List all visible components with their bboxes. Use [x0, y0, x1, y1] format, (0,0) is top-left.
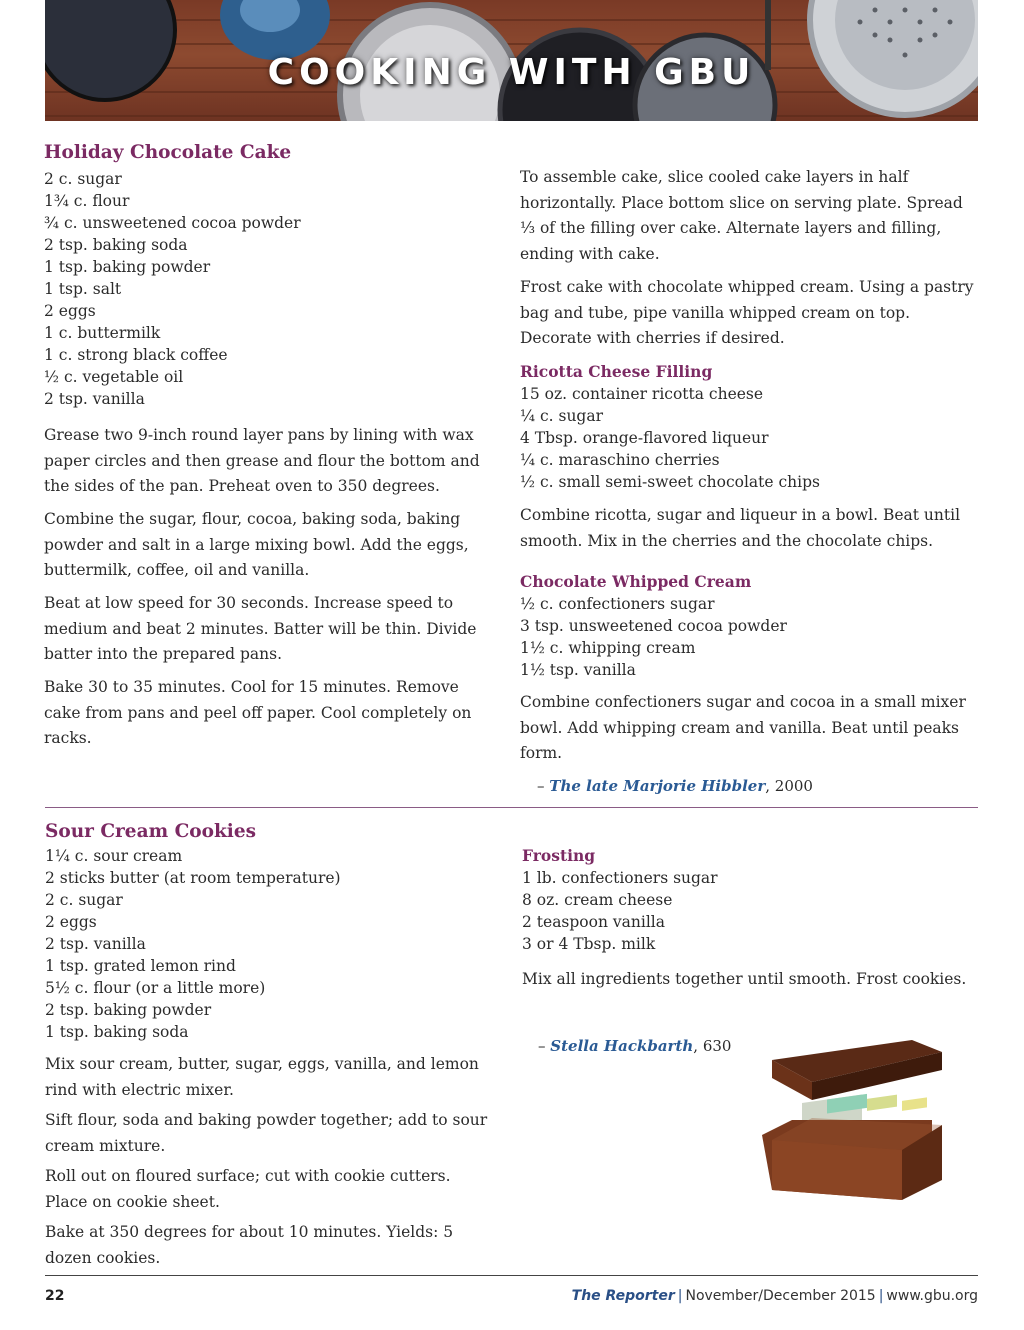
frosting-title: Frosting	[522, 846, 596, 865]
ingredient-item: 2 teaspoon vanilla	[522, 913, 665, 931]
ingredient-item: 2 tsp. baking powder	[45, 1001, 212, 1019]
whipped-cream-ingredient-list	[520, 593, 980, 681]
footer-separator: |	[677, 1288, 683, 1304]
ingredient-item: ¼ c. maraschino cherries	[520, 451, 720, 469]
instruction-paragraph: Sift flour, soda and baking powder together; add to sour cream mixture.	[45, 1111, 488, 1155]
instruction-paragraph: Bake 30 to 35 minutes. Cool for 15 minutes. Remove cake from pans and peel off paper. Cool completely on racks.	[44, 678, 472, 747]
ingredient-item: 2 tsp. vanilla	[45, 935, 146, 953]
ingredient-item: 2 c. sugar	[44, 170, 122, 188]
cake-credit	[537, 777, 813, 795]
instruction-paragraph: Grease two 9-inch round layer pans by lining with wax paper circles and then grease and flour the bottom and the sides of the pan. Preheat oven to 350 degrees.	[44, 426, 480, 495]
cake-credit-name: The late Marjorie Hibbler	[549, 777, 766, 795]
footer-divider	[45, 1275, 978, 1276]
ingredient-item: 1 tsp. baking soda	[45, 1023, 189, 1041]
ingredient-item: 2 eggs	[45, 913, 97, 931]
ingredient-item: 2 sticks butter (at room temperature)	[45, 869, 341, 887]
instruction-paragraph: Frost cake with chocolate whipped cream. Using a pastry bag and tube, pipe vanilla whipped cream on top. Decorate with cherries if desired.	[520, 278, 974, 347]
filling-title: Ricotta Cheese Filling	[520, 362, 713, 381]
cake-ingredient-list	[44, 168, 484, 410]
instruction-paragraph: Roll out on floured surface; cut with cookie cutters. Place on cookie sheet.	[45, 1167, 451, 1211]
ingredient-item: 2 tsp. baking soda	[44, 236, 188, 254]
ingredient-item: ¼ c. sugar	[520, 407, 603, 425]
instruction-paragraph: To assemble cake, slice cooled cake layers in half horizontally. Place bottom slice on serving plate. Spread ⅓ of the filling over cake. Alternate layers and filling, ending with cake.	[520, 168, 963, 263]
ingredient-item: 1½ c. whipping cream	[520, 639, 696, 657]
instruction-paragraph: Combine the sugar, flour, cocoa, baking soda, baking powder and salt in a large mixing bowl. Add the eggs, buttermilk, coffee, oil and vanilla.	[44, 510, 469, 579]
instruction-paragraph: Bake at 350 degrees for about 10 minutes. Yields: 5 dozen cookies.	[45, 1223, 454, 1267]
footer-publication-info	[572, 1288, 978, 1304]
issue-date: November/December 2015	[685, 1288, 876, 1304]
website-link[interactable]: www.gbu.org	[886, 1288, 978, 1304]
header-banner	[45, 0, 978, 121]
instruction-paragraph: Mix sour cream, butter, sugar, eggs, vanilla, and lemon rind with electric mixer.	[45, 1055, 479, 1099]
ingredient-item: 15 oz. container ricotta cheese	[520, 385, 764, 403]
ingredient-item: 1 tsp. salt	[44, 280, 122, 298]
credit-dash: –	[537, 777, 550, 795]
page-number: 22	[45, 1288, 65, 1304]
ingredient-item: 1 tsp. grated lemon rind	[45, 957, 236, 975]
whipped-cream-title: Chocolate Whipped Cream	[520, 572, 752, 591]
cookies-credit-suffix: , 630	[693, 1037, 732, 1055]
ingredient-item: 1¾ c. flour	[44, 192, 130, 210]
publication-name: The Reporter	[571, 1288, 675, 1304]
ingredient-item: 1½ tsp. vanilla	[520, 661, 636, 679]
ingredient-item: 2 c. sugar	[45, 891, 123, 909]
ingredient-item: ½ c. vegetable oil	[44, 368, 184, 386]
ingredient-item: 1 lb. confectioners sugar	[522, 869, 718, 887]
ingredient-item: ½ c. small semi-sweet chocolate chips	[520, 473, 820, 491]
frosting-ingredient-list	[522, 867, 962, 955]
ingredient-item: 1¼ c. sour cream	[45, 847, 183, 865]
ingredient-item: 1 tsp. baking powder	[44, 258, 211, 276]
cookies-credit	[538, 1037, 731, 1055]
instruction-paragraph: Beat at low speed for 30 seconds. Increase speed to medium and beat 2 minutes. Batter will be thin. Divide batter into the prepared pans.	[44, 594, 477, 663]
footer-separator: |	[878, 1288, 884, 1304]
credit-dash: –	[538, 1037, 551, 1055]
filling-ingredient-list	[520, 383, 980, 493]
ingredient-item: ¾ c. unsweetened cocoa powder	[44, 214, 301, 232]
cookie-ingredient-list	[45, 845, 485, 1043]
ingredient-item: 2 eggs	[44, 302, 96, 320]
recipe-box-image	[752, 1040, 952, 1205]
ingredient-item: 1 c. buttermilk	[44, 324, 161, 342]
cake-recipe-title: Holiday Chocolate Cake	[44, 142, 292, 163]
cake-credit-suffix: , 2000	[765, 777, 813, 795]
ingredient-item: 4 Tbsp. orange-flavored liqueur	[520, 429, 769, 447]
ingredient-item: 5½ c. flour (or a little more)	[45, 979, 266, 997]
section-divider	[45, 807, 978, 808]
frosting-instructions: Mix all ingredients together until smooth. Frost cookies.	[522, 970, 967, 988]
ingredient-item: 1 c. strong black coffee	[44, 346, 228, 364]
ingredient-item: ½ c. confectioners sugar	[520, 595, 715, 613]
cookies-recipe-title: Sour Cream Cookies	[45, 821, 257, 842]
ingredient-item: 8 oz. cream cheese	[522, 891, 673, 909]
ingredient-item: 3 tsp. unsweetened cocoa powder	[520, 617, 787, 635]
ingredient-item: 2 tsp. vanilla	[44, 390, 145, 408]
whipped-cream-instructions: Combine confectioners sugar and cocoa in a small mixer bowl. Add whipping cream and vanilla. Beat until peaks form.	[520, 693, 966, 762]
cookies-credit-name: Stella Hackbarth	[550, 1037, 694, 1055]
filling-instructions: Combine ricotta, sugar and liqueur in a bowl. Beat until smooth. Mix in the cherries and the chocolate chips.	[520, 506, 961, 550]
page-banner-title: COOKING WITH GBU	[267, 52, 756, 93]
ingredient-item: 3 or 4 Tbsp. milk	[522, 935, 656, 953]
